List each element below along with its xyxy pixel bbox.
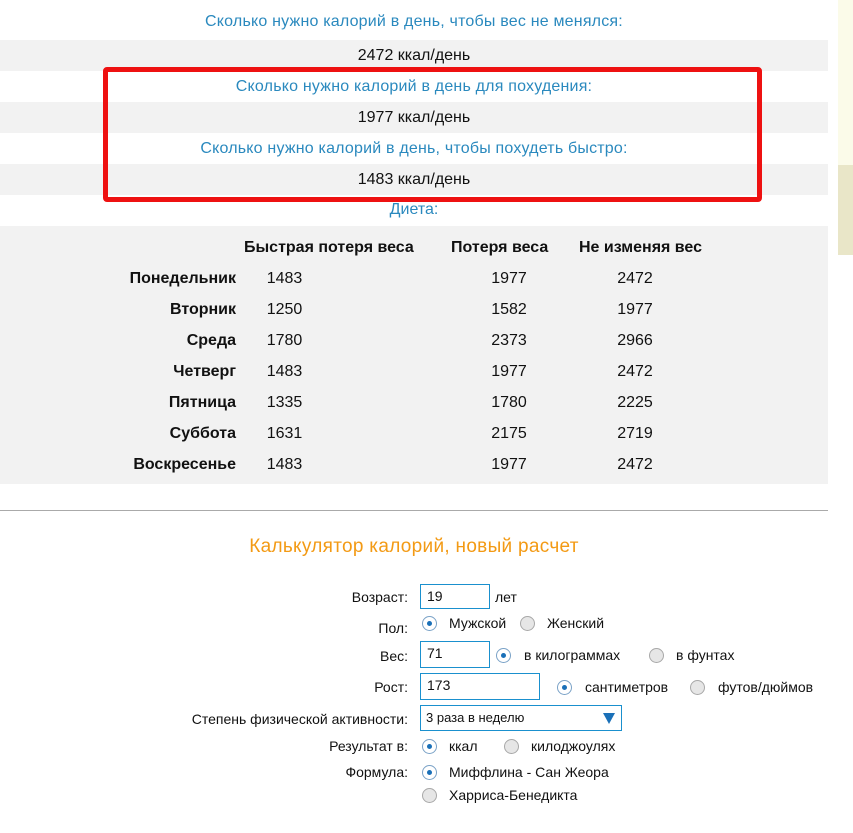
fast-loss-calories-label: Сколько нужно калорий в день, чтобы похудеть быстро: — [200, 140, 628, 157]
sex-female-radio[interactable] — [520, 616, 535, 631]
day-name: Четверг — [173, 362, 236, 380]
height-cm-radio[interactable] — [557, 680, 572, 695]
sex-label: Пол: — [378, 620, 408, 636]
weight-label: Вес: — [379, 648, 408, 664]
calculator-title: Калькулятор калорий, новый расчет — [249, 536, 579, 557]
sex-female-label[interactable]: Женский — [547, 615, 605, 631]
diet-table-header-row — [0, 232, 739, 263]
maintain-value: 2966 — [617, 331, 653, 349]
formula-mifflin-label[interactable]: Миффлина - Сан Жеора — [449, 764, 609, 780]
weight-loss-calories-value: 1977 ккал/день — [0, 102, 828, 133]
table-row — [0, 325, 739, 356]
chevron-down-icon[interactable] — [603, 713, 615, 724]
age-label: Возраст: — [351, 589, 408, 605]
table-row — [0, 294, 739, 325]
loss-value: 1582 — [491, 300, 527, 318]
loss-value: 1977 — [491, 362, 527, 380]
diet-header-fast-loss: Быстрая потеря веса — [244, 238, 414, 256]
height-ft-radio[interactable] — [690, 680, 705, 695]
diet-header-loss: Потеря веса — [451, 238, 549, 256]
formula-label: Формула: — [345, 764, 408, 780]
maintain-value: 2472 — [617, 455, 653, 473]
table-row — [0, 449, 739, 480]
fast-loss-value: 1483 — [266, 455, 303, 473]
loss-value: 1977 — [491, 269, 527, 287]
results-section — [0, 0, 828, 195]
weight-kg-radio[interactable] — [496, 648, 511, 663]
diet-table — [0, 232, 739, 480]
fast-loss-calories-value: 1483 ккал/день — [0, 164, 828, 195]
fast-loss-value: 1483 — [266, 269, 303, 287]
table-row — [0, 387, 739, 418]
formula-mifflin-radio[interactable] — [422, 765, 437, 780]
loss-value: 1977 — [491, 455, 527, 473]
activity-label: Степень физической активности: — [191, 711, 408, 727]
diet-header-spacer — [0, 232, 240, 263]
diet-title: Диета: — [389, 201, 439, 218]
result-in-label: Результат в: — [329, 738, 408, 754]
diet-table-container — [0, 226, 828, 484]
result-kcal-label[interactable]: ккал — [449, 738, 478, 754]
fast-loss-value: 1250 — [266, 300, 303, 318]
maintain-calories-label: Сколько нужно калорий в день, чтобы вес не менялся: — [205, 13, 623, 30]
sex-male-label[interactable]: Мужской — [449, 615, 507, 631]
maintain-value: 2472 — [617, 269, 653, 287]
result-kj-label[interactable]: килоджоулях — [531, 738, 616, 754]
weight-lb-label[interactable]: в фунтах — [676, 647, 735, 663]
maintain-value: 2719 — [617, 424, 653, 442]
loss-value: 1780 — [491, 393, 527, 411]
maintain-value: 2472 — [617, 362, 653, 380]
maintain-calories-value: 2472 ккал/день — [0, 40, 828, 71]
weight-kg-label[interactable]: в килограммах — [524, 647, 621, 663]
fast-loss-value: 1780 — [266, 331, 303, 349]
fast-loss-value: 1631 — [266, 424, 303, 442]
diet-header-maintain: Не изменяя вес — [579, 238, 703, 256]
day-name: Понедельник — [129, 269, 236, 287]
day-name: Пятница — [168, 393, 236, 411]
height-label: Рост: — [374, 679, 408, 695]
height-cm-label[interactable]: сантиметров — [585, 679, 669, 695]
weight-input[interactable]: 71 — [420, 641, 490, 668]
formula-harris-radio[interactable] — [422, 788, 437, 803]
table-row — [0, 263, 739, 294]
table-row — [0, 418, 739, 449]
age-input[interactable]: 19 — [420, 584, 490, 609]
day-name: Среда — [186, 331, 236, 349]
fast-loss-value: 1335 — [266, 393, 303, 411]
section-divider — [0, 510, 828, 511]
height-ft-label[interactable]: футов/дюймов — [718, 679, 814, 695]
result-kj-radio[interactable] — [504, 739, 519, 754]
table-row — [0, 356, 739, 387]
loss-value: 2373 — [491, 331, 527, 349]
side-strip-edge — [838, 165, 853, 255]
day-name: Воскресенье — [133, 455, 236, 473]
activity-selected-value: 3 раза в неделю — [426, 710, 525, 725]
day-name: Вторник — [169, 300, 236, 318]
sex-male-radio[interactable] — [422, 616, 437, 631]
maintain-value: 2225 — [617, 393, 653, 411]
day-name: Суббота — [169, 424, 236, 442]
maintain-value: 1977 — [617, 300, 653, 318]
weight-loss-calories-label: Сколько нужно калорий в день для похудения: — [235, 78, 593, 95]
formula-harris-label[interactable]: Харриса-Бенедикта — [449, 787, 578, 803]
side-scroll-strip — [838, 0, 853, 255]
fast-loss-value: 1483 — [266, 362, 303, 380]
age-unit: лет — [495, 589, 517, 605]
loss-value: 2175 — [491, 424, 527, 442]
activity-select[interactable] — [420, 705, 622, 731]
height-input[interactable]: 173 — [420, 673, 540, 700]
weight-lb-radio[interactable] — [649, 648, 664, 663]
result-kcal-radio[interactable] — [422, 739, 437, 754]
